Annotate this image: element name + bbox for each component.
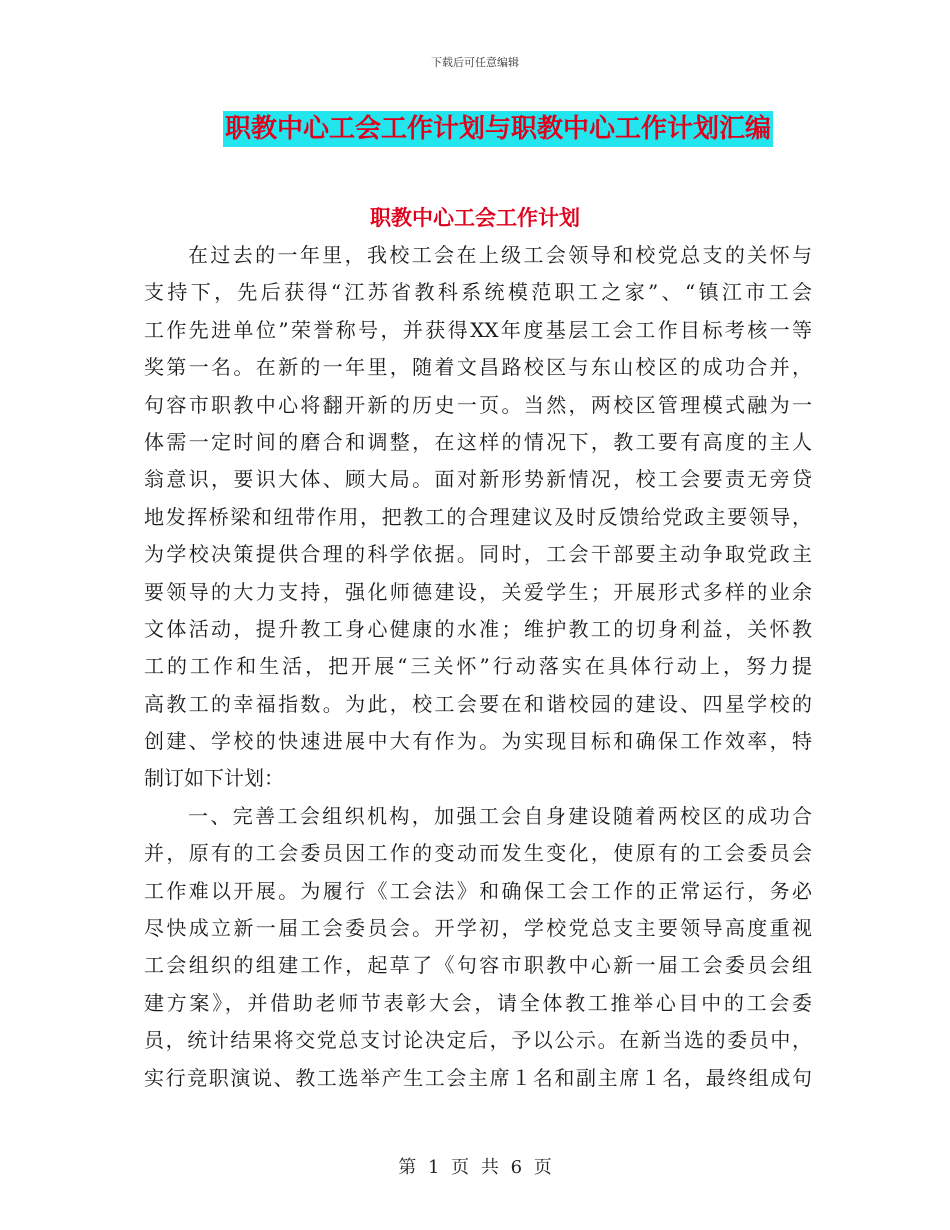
text-line: 创建、学校的快速进展中大有作为。为实现目标和确保工作效率，特: [144, 729, 812, 754]
text-line: 一、完善工会组织机构，加强工会自身建设随着两校区的成功合: [188, 803, 812, 828]
text-line: 翁意识，要识大体、顾大局。面对新形势新情况，校工会要责无旁贷: [144, 467, 812, 492]
text-line: 文体活动，提升教工身心健康的水准；维护教工的切身利益，关怀教: [144, 616, 812, 641]
text-line: 制订如下计划：: [144, 766, 284, 791]
text-line: 句容市职教中心将翻开新的历史一页。当然，两校区管理模式融为一: [144, 392, 812, 417]
text-line: 工作难以开展。为履行《工会法》和确保工会工作的正常运行，务必: [144, 878, 812, 903]
text-line: 高教工的幸福指数。为此，校工会要在和谐校园的建设、四星学校的: [144, 691, 812, 716]
text-line: 建方案》，并借助老师节表彰大会，请全体教工推举心目中的工会委: [144, 990, 812, 1015]
section-title: 职教中心工会工作计划: [370, 205, 580, 230]
text-line: 工会组织的组建工作，起草了《句容市职教中心新一届工会委员会组: [144, 953, 812, 978]
text-line: 并，原有的工会委员因工作的变动而发生变化，使原有的工会委员会: [144, 841, 812, 866]
text-line: 地发挥桥梁和纽带作用，把教工的合理建议及时反馈给党政主要领导，: [144, 504, 812, 529]
text-line: 奖第一名。在新的一年里，随着文昌路校区与东山校区的成功合并，: [144, 355, 812, 380]
text-line: 体需一定时间的磨合和调整，在这样的情况下，教工要有高度的主人: [144, 429, 812, 454]
doc-title-container: [0, 111, 950, 147]
doc-title: 职教中心工会工作计划与职教中心工作计划汇编: [223, 111, 773, 147]
text-line: 支持下，先后获得“江苏省教科系统模范职工之家”、“镇江市工会: [144, 280, 812, 305]
text-line: 要领导的大力支持，强化师德建设，关爱学生；开展形式多样的业余: [144, 579, 812, 604]
paragraph-2: [144, 798, 812, 1097]
text-line: 工的工作和生活，把开展“三关怀”行动落实在具体行动上，努力提: [144, 654, 812, 679]
text-line: 尽快成立新一届工会委员会。开学初，学校党总支主要领导高度重视: [144, 916, 812, 941]
page-footer: 第 1 页 共 6 页: [398, 1157, 552, 1178]
paragraph-1: [144, 237, 812, 798]
text-line: 实行竞职演说、教工选举产生工会主席１名和副主席１名，最终组成句: [144, 1065, 812, 1090]
text-line: 员，统计结果将交党总支讨论决定后，予以公示。在新当选的委员中，: [144, 1028, 812, 1053]
text-line: 在过去的一年里，我校工会在上级工会领导和校党总支的关怀与: [188, 243, 812, 267]
text-line: 工作先进单位”荣誉称号，并获得XX年度基层工会工作目标考核一等: [144, 317, 812, 342]
body-text: [144, 237, 812, 1097]
text-line: 为学校决策提供合理的科学依据。同时，工会干部要主动争取党政主: [144, 542, 812, 567]
header-note: 下载后可任意编辑: [431, 56, 519, 69]
